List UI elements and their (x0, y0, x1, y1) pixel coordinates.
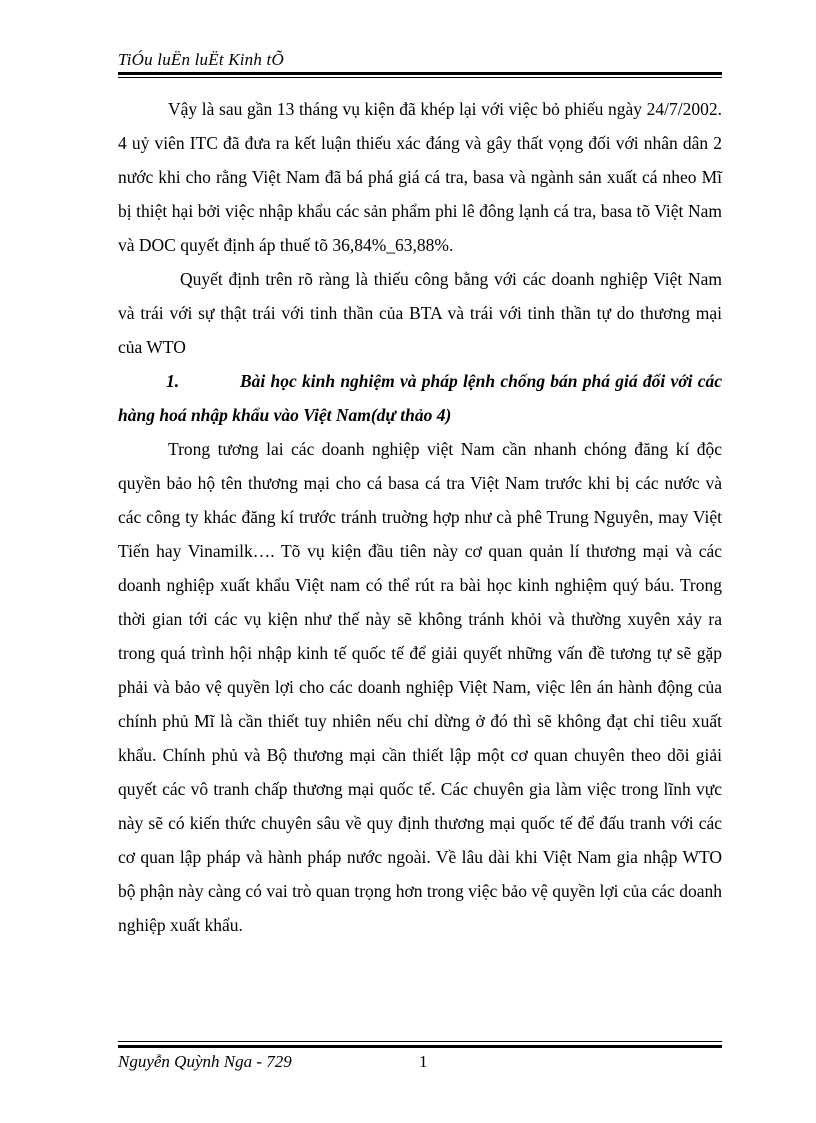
paragraph: Quyết định trên rõ ràng là thiếu công bằng với các doanh nghiệp Việt Nam và trái với sự thật trái với tinh thần của BTA và trái với tinh thần tự do thương mại của WTO (118, 269, 722, 357)
footer-author: Nguyễn Quỳnh Nga - 729 (118, 1052, 292, 1071)
header-rule-thick (118, 72, 722, 75)
footer-rule-thick (118, 1045, 722, 1048)
section-heading (118, 364, 722, 432)
paragraph: Vậy là sau gần 13 tháng vụ kiện đã khép lại với việc bỏ phiếu ngày 24/7/2002. 4 uỷ viên ITC đã đưa ra kết luận thiếu xác đáng và gây thất vọng đối với nhân dân 2 nước khi cho rằng Việt Nam đã bá phá giá cá tra, basa và ngành sản xuất cá nheo Mĩ bị thiệt hại bởi việc nhập khẩu các sản phẩm phi lê đông lạnh cá tra, basa tõ Việt Nam và DOC quyết định áp thuế tõ 36,84%_63,88%. (118, 99, 722, 255)
page-number: 1 (419, 1052, 428, 1071)
header-title: TiÓu luËn luËt Kinh tÕ (118, 50, 284, 69)
paragraph: Trong tương lai các doanh nghiệp việt Nam cần nhanh chóng đăng kí độc quyền bảo hộ tên thương mại cho cá basa cá tra Việt Nam trước khi bị các nước và các công ty khác đăng kí trước tránh truờng hợp như cà phê Trung Nguyên, may Việt Tiến hay Vinamilk…. Tõ vụ kiện đầu tiên này cơ quan quản lí thương mại và các doanh nghiệp xuất khẩu Việt nam có thể rút ra bài học kinh nghiệm quý báu. Trong thời gian tới các vụ kiện như thế này sẽ không tránh khỏi và thường xuyên xảy ra trong quá trình hội nhập kinh tế quốc tế để giải quyết những vấn đề tương tự sẽ gặp phải và bảo vệ quyền lợi cho các doanh nghiệp Việt Nam, việc lên án hành động của chính phủ Mĩ là cần thiết tuy nhiên nếu chỉ dừng ở đó thì sẽ không đạt chỉ tiêu xuất khẩu. Chính phủ và Bộ thương mại cần thiết lập một cơ quan chuyên theo dõi giải quyết các vô tranh chấp thương mại quốc tế. Các chuyên gia làm việc trong lĩnh vực này sẽ có kiến thức chuyên sâu về quy định thương mại quốc tế để đấu tranh với các cơ quan lập pháp và hành pháp nước ngoài. Về lâu dài khi Việt Nam gia nhập WTO bộ phận này càng có vai trò quan trọng hơn trong việc bảo vệ quyền lợi của các doanh nghiệp xuất khẩu. (118, 439, 722, 935)
section-number: 1. (166, 371, 180, 391)
footer-rule-thin (118, 1041, 722, 1042)
document-body (118, 92, 722, 942)
header-rule-thin (118, 77, 722, 78)
section-title: Bài học kinh nghiệm và pháp lệnh chống bán phá giá đối với các hàng hoá nhập khẩu vào Việt Nam(dự thảo 4) (118, 371, 722, 425)
